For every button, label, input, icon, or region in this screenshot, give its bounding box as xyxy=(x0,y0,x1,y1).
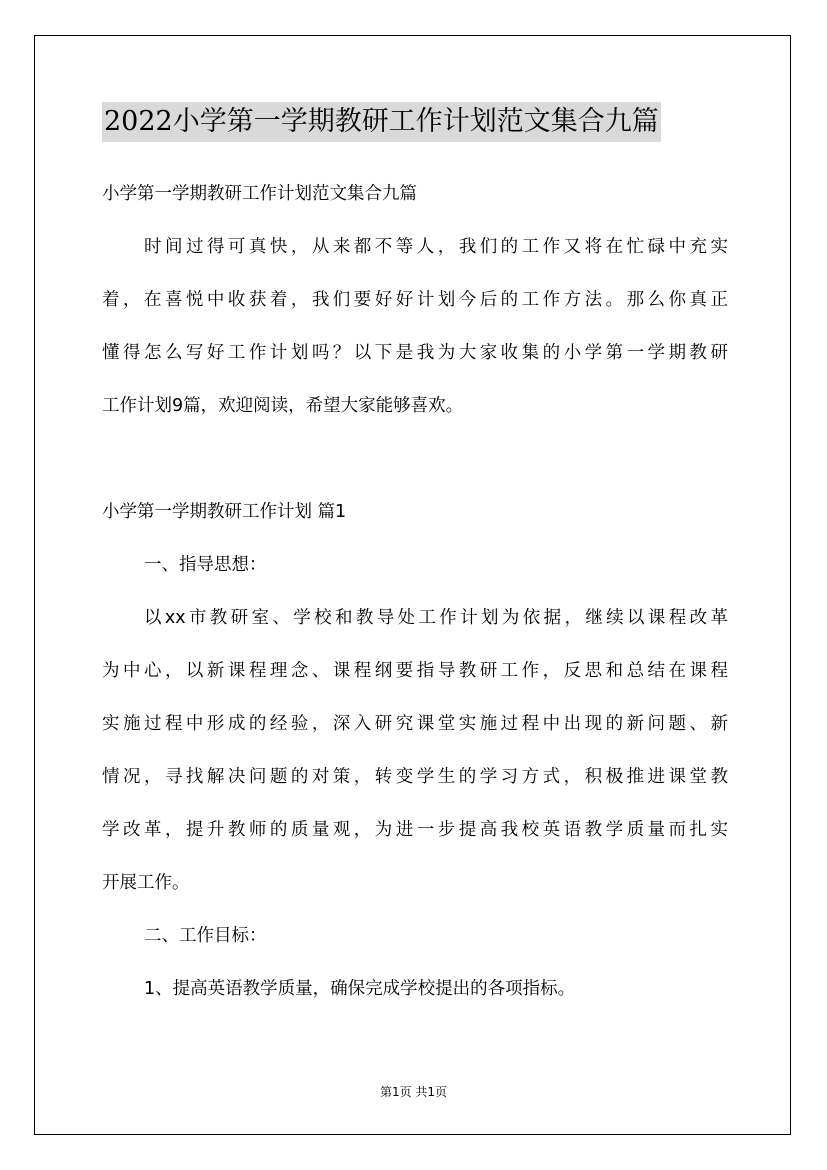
document-title: 2022小学第一学期教研工作计划范文集合九篇 xyxy=(102,102,661,142)
guiding-line-3: 实施过程中形成的经验，深入研究课堂实施过程中出现的新问题、新 xyxy=(102,714,728,734)
subtitle: 小学第一学期教研工作计划范文集合九篇 xyxy=(102,184,417,204)
guiding-line-4: 情况，寻找解决问题的对策，转变学生的学习方式，积极推进课堂教 xyxy=(102,767,728,787)
guiding-line-1: 以xx市教研室、学校和教导处工作计划为依据，继续以课程改革 xyxy=(144,608,728,628)
intro-line-1: 时间过得可真快，从来都不等人，我们的工作又将在忙碌中充实 xyxy=(144,237,728,257)
section-heading: 小学第一学期教研工作计划 篇1 xyxy=(102,502,347,522)
goal-item: 1、提高英语教学质量，确保完成学校提出的各项指标。 xyxy=(144,979,576,999)
guiding-line-2: 为中心，以新课程理念、课程纲要指导教研工作，反思和总结在课程 xyxy=(102,661,728,681)
blank-line xyxy=(102,433,728,486)
guiding-line-6: 开展工作。 xyxy=(102,873,190,893)
document-body xyxy=(102,168,728,1016)
guiding-line-5: 学改革，提升教师的质量观，为进一步提高我校英语教学质量而扎实 xyxy=(102,820,728,840)
guiding-heading: 一、指导思想： xyxy=(144,555,267,575)
intro-line-4: 工作计划9篇，欢迎阅读，希望大家能够喜欢。 xyxy=(102,396,464,416)
intro-line-2: 着，在喜悦中收获着，我们要好好计划今后的工作方法。那么你真正 xyxy=(102,290,728,310)
page-footer: 第1页 共1页 xyxy=(379,1085,448,1099)
intro-line-3: 懂得怎么写好工作计划吗？以下是我为大家收集的小学第一学期教研 xyxy=(102,343,728,363)
goals-heading: 二、工作目标： xyxy=(144,926,267,946)
